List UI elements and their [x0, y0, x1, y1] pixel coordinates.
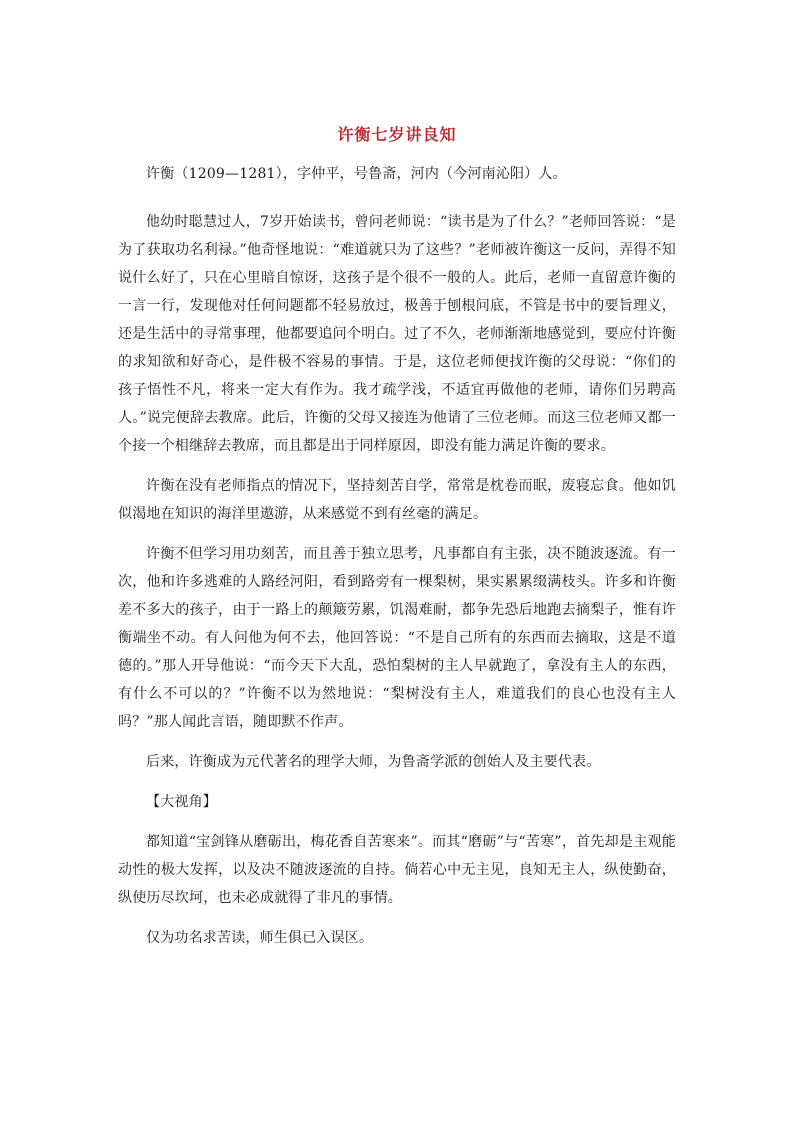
paragraph-childhood: 他幼时聪慧过人，7岁开始读书，曾问老师说：“读书是为了什么？”老师回答说：“是为了获取功名利禄。”他奇怪地说：“难道就只为了这些？”老师被许衡这一反问，弄得不知说什么好了，只在心里暗自惊讶，这孩子是个很不一般的人。此后，老师一直留意许衡的一言一行，发现他对任何问题都不轻易放过，极善于刨根问底，不管是书中的要旨理义，还是生活中的寻常事理，他都要追问个明白。过了不久，老师渐渐地感觉到，要应付许衡的求知欲和好奇心，是件极不容易的事情。于是，这位老师便找许衡的父母说：“你们的孩子悟性不凡，将来一定大有作为。我才疏学浅，不适宜再做他的老师，请你们另聘高人。”说完便辞去教席。此后，许衡的父母又接连为他请了三位老师。而这三位老师又都一个接一个相继辞去教席，而且都是出于同样原因，即没有能力满足许衡的要求。: [118, 214, 676, 454]
section-heading-perspective: 【大视角】: [146, 794, 217, 810]
paragraph-pear-tree: 许衡不但学习用功刻苦，而且善于独立思考，凡事都自有主张，决不随波逐流。有一次，他和许多逃难的人路经河阳，看到路旁有一棵梨树，果实累累缀满枝头。许多和许衡差不多大的孩子，由于一路上的颠簸劳累，饥渴难耐，都争先恐后地跑去摘梨子，惟有许衡端坐不动。有人问他为何不去，他回答说：“不是自己所有的东西而去摘取，这是不道德的。”那人开导他说：“而今天下大乱，恐怕梨树的主人早就跑了，拿没有主人的东西，有什么不可以的？”许衡不以为然地说：“梨树没有主人，难道我们的良心也没有主人吗？”那人闻此言语，随即默不作声。: [118, 546, 676, 730]
document-body: [118, 160, 676, 964]
document-title: 许衡七岁讲良知: [337, 125, 457, 144]
paragraph-self-study: 许衡在没有老师指点的情况下，坚持刻苦自学，常常是枕卷而眠，废寝忘食。他如饥似渴地在知识的海洋里遨游，从来感觉不到有丝毫的满足。: [118, 478, 676, 522]
paragraph-intro: 许衡（1209—1281），字仲平，号鲁斋，河内（今河南沁阳）人。: [146, 166, 567, 182]
paragraph-later-life: 后来，许衡成为元代著名的理学大师，为鲁斋学派的创始人及主要代表。: [146, 754, 601, 770]
paragraph-commentary: 都知道“宝剑锋从磨砺出，梅花香自苦寒来”。而其“磨砺”与“苦寒”，首先却是主观能动性的极大发挥，以及决不随波逐流的自持。倘若心中无主见，良知无主人，纵使勤奋，纵使历尽坎坷，也未必成就得了非凡的事情。: [118, 834, 676, 906]
paragraph-conclusion: 仅为功名求苦读，师生俱已入误区。: [146, 930, 374, 946]
